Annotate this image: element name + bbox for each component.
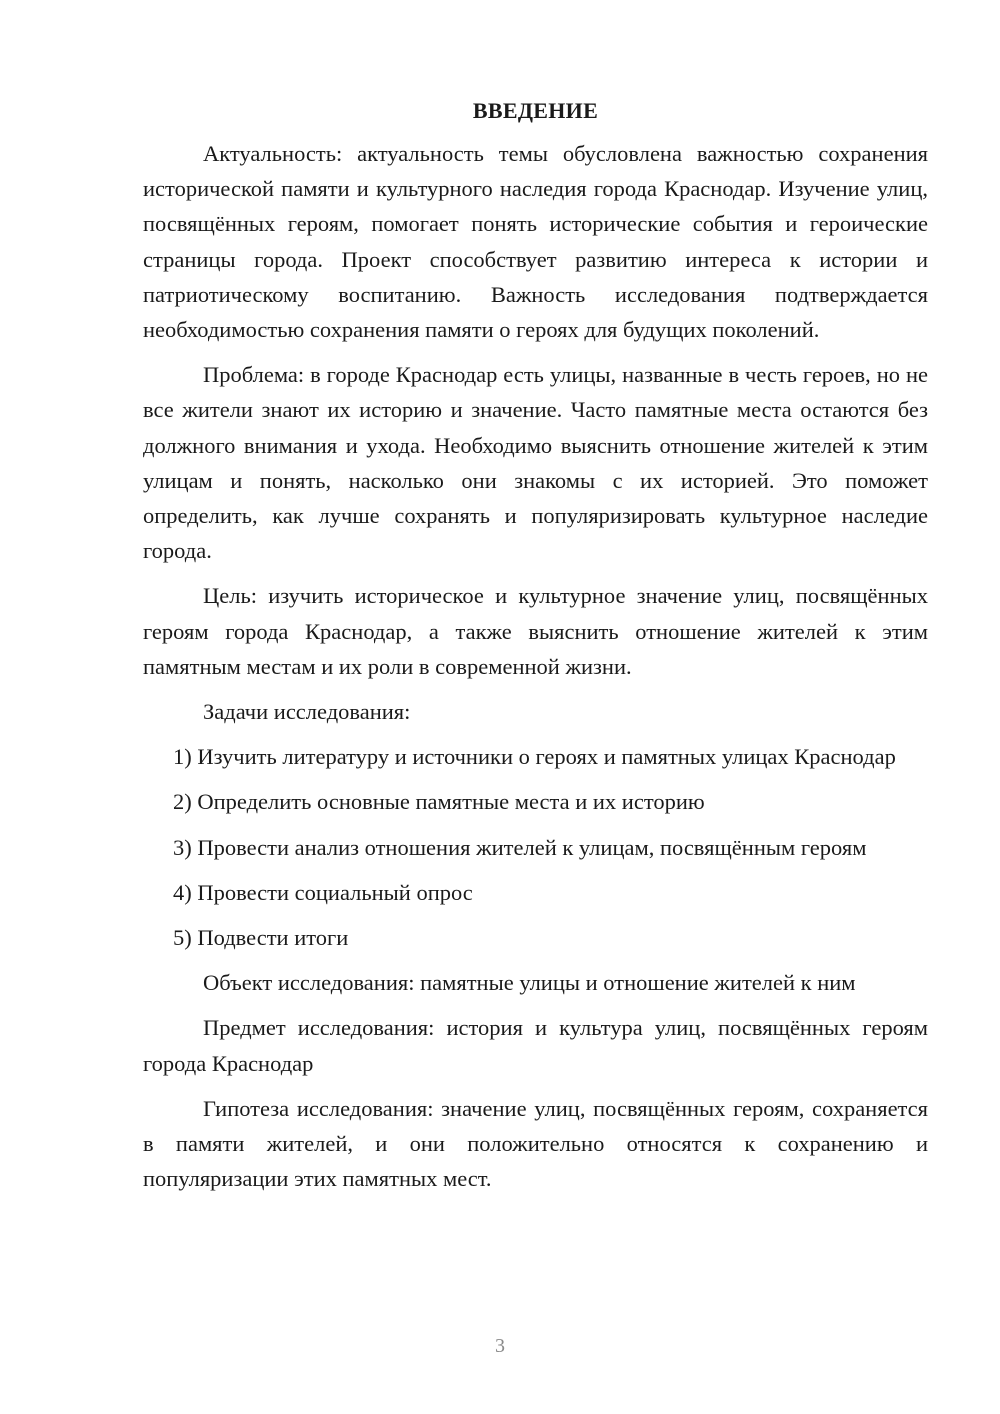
task-item-4: 4) Провести социальный опрос <box>173 879 473 905</box>
paragraph-subject: Предмет исследования: история и культура улиц, посвящённых героям города Краснодар <box>143 1015 928 1076</box>
paragraph-tasks-heading: Задачи исследования: <box>203 699 411 725</box>
task-item-3: 3) Провести анализ отношения жителей к улицам, посвящённым героям <box>173 834 867 860</box>
paragraph-object: Объект исследования: памятные улицы и отношение жителей к ним <box>203 970 856 996</box>
paragraph-goal: Цель: изучить историческое и культурное значение улиц, посвящённых героям города Краснодар, а также выяснить отношение жителей к этим памятным местам и их роли в современной жизни. <box>143 583 928 679</box>
section-title: ВВЕДЕНИЕ <box>472 98 599 123</box>
task-item-1: 1) Изучить литературу и источники о героях и памятных улицах Краснодар <box>173 744 896 770</box>
task-item-2: 2) Определить основные памятные места и их историю <box>173 789 705 815</box>
page-number: 3 <box>495 1335 505 1357</box>
paragraph-problem: Проблема: в городе Краснодар есть улицы, названные в честь героев, но не все жители знают их историю и значение. Часто памятные места остаются без должного внимания и ухода. Необходимо выяснить отношение жителей к этим улицам и понять, насколько они знакомы с их историей. Это поможет определить, как лучше сохранять и популяризировать культурное наследие города. <box>143 362 928 564</box>
paragraph-hypothesis: Гипотеза исследования: значение улиц, посвящённых героям, сохраняется в памяти жителей, и они положительно относятся к сохранению и популяризации этих памятных мест. <box>143 1095 928 1192</box>
task-item-5: 5) Подвести итоги <box>173 925 349 951</box>
paragraph-relevance: Актуальность: актуальность темы обусловлена важностью сохранения исторической памяти и культурного наследия города Краснодар. Изучение улиц, посвящённых героям, помогает понять исторические события и героические страницы города. Проект способствует развитию интереса к истории и патриотическому воспитанию. Важность исследования подтверждается необходимостью сохранения памяти о героях для будущих поколений. <box>143 141 928 343</box>
document-page <box>143 96 928 1206</box>
